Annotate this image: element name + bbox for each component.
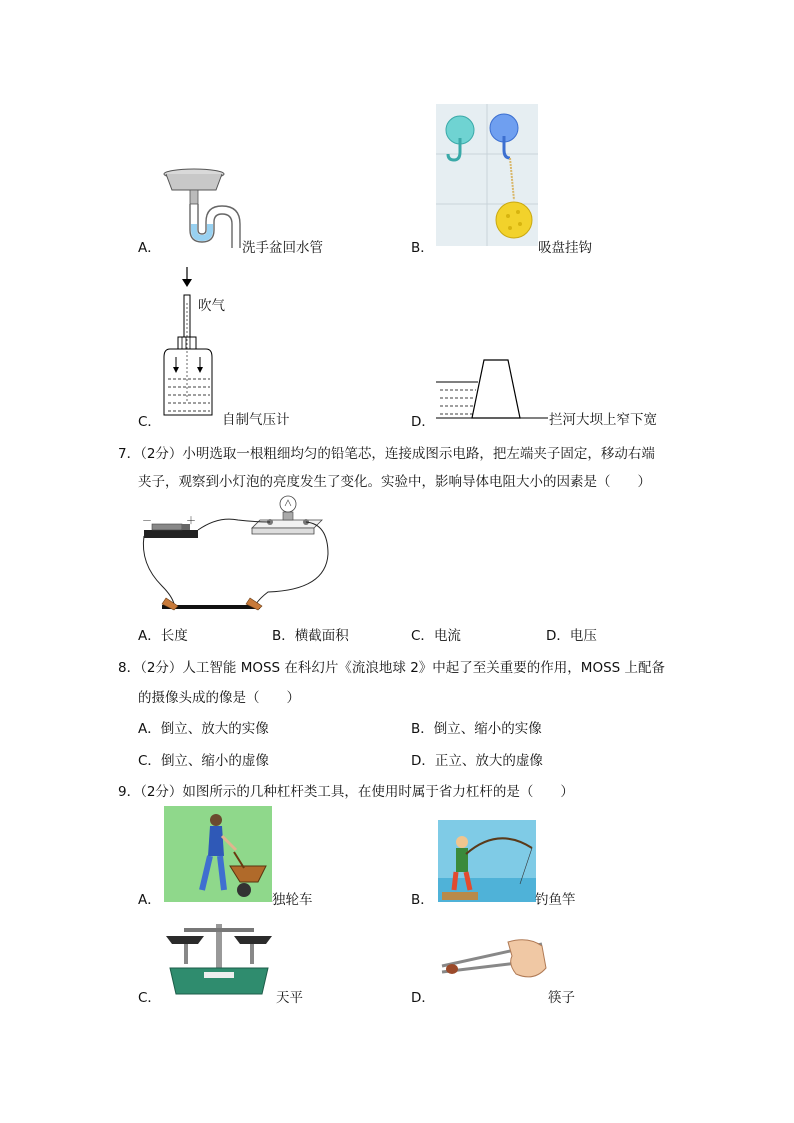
- q8-option-d-letter: D．: [411, 753, 435, 769]
- q9-option-d-letter: D．: [411, 990, 435, 1006]
- q9-option-a-letter: A．: [138, 892, 161, 908]
- q8-option-c-letter: C．: [138, 753, 161, 769]
- q6-option-c-letter: C．: [138, 414, 161, 430]
- q8-stem-line2: 的摄像头成的像是（ ）: [138, 690, 300, 706]
- q8-stem-line1: 8．（2分）人工智能 MOSS 在科幻片《流浪地球 2》中起了至关重要的作用，MOSS 上配备: [118, 660, 666, 676]
- q8-option-d[interactable]: [411, 749, 543, 769]
- q8-option-b[interactable]: [411, 717, 542, 737]
- q9-option-c-caption: 天平: [276, 990, 303, 1006]
- q7-option-b[interactable]: [272, 624, 349, 644]
- q7-option-c-text: 电流: [433, 628, 461, 644]
- q9-option-b-letter: B．: [411, 892, 434, 908]
- q6-option-d-caption: 拦河大坝上窄下宽: [549, 412, 657, 428]
- q8-option-a-letter: A．: [138, 721, 161, 737]
- dam-figure: [436, 356, 548, 422]
- battery-plus-label: ＋: [186, 516, 196, 527]
- q7-option-d[interactable]: [546, 624, 597, 644]
- q9-option-c-letter: C．: [138, 990, 161, 1006]
- q6-option-d-letter: D．: [411, 414, 435, 430]
- q8-option-d-text: 正立、放大的虚像: [434, 753, 543, 769]
- q9-option-b-caption: 钓鱼竿: [535, 892, 576, 908]
- q6-option-c-caption: 自制气压计: [222, 412, 290, 428]
- suction-hook-photo: [436, 104, 538, 246]
- q7-stem-line2: 夹子，观察到小灯泡的亮度发生了变化。实验中，影响导体电阻大小的因素是（ ）: [138, 474, 651, 490]
- q7-option-a-text: 长度: [160, 628, 188, 644]
- q7-option-d-letter: D．: [546, 628, 570, 644]
- q7-option-c[interactable]: [411, 624, 461, 644]
- q6-option-b-letter: B．: [411, 240, 434, 256]
- q8-option-a[interactable]: [138, 717, 269, 737]
- q7-option-b-letter: B．: [272, 628, 295, 644]
- q7-option-b-text: 横截面积: [294, 628, 349, 644]
- q6-option-b-caption: 吸盘挂钩: [538, 240, 592, 256]
- balance-scale-photo: [164, 918, 274, 1000]
- q7-option-c-letter: C．: [411, 628, 434, 644]
- q8-option-b-text: 倒立、缩小的实像: [433, 721, 542, 737]
- q8-option-b-letter: B．: [411, 721, 434, 737]
- q9-stem-line1: 9．（2分）如图所示的几种杠杆类工具，在使用时属于省力杠杆的是（ ）: [118, 784, 574, 800]
- blow-label: 吹气: [198, 298, 225, 314]
- q8-option-c[interactable]: [138, 749, 269, 769]
- sink-trap-figure: [160, 168, 242, 248]
- q9-option-d-caption: 筷子: [548, 990, 575, 1006]
- q7-option-a-letter: A．: [138, 628, 161, 644]
- chopsticks-picture: [438, 934, 548, 994]
- q7-option-a[interactable]: [138, 624, 188, 644]
- q7-stem-line1: 7．（2分）小明选取一根粗细均匀的铅笔芯，连接成图示电路，把左端夹子固定，移动右端: [118, 446, 655, 462]
- homemade-barometer-figure: [160, 265, 220, 425]
- wheelbarrow-photo: [164, 806, 272, 902]
- q6-option-a-letter: A．: [138, 240, 161, 256]
- q9-option-a-caption: 独轮车: [272, 892, 313, 908]
- q8-option-c-text: 倒立、缩小的虚像: [160, 753, 269, 769]
- q7-option-d-text: 电压: [569, 628, 597, 644]
- circuit-figure: [138, 494, 338, 616]
- q8-option-a-text: 倒立、放大的实像: [160, 721, 269, 737]
- battery-minus-label: －: [142, 516, 152, 527]
- fishing-rod-picture: [438, 820, 536, 902]
- q6-option-a-caption: 洗手盆回水管: [242, 240, 323, 256]
